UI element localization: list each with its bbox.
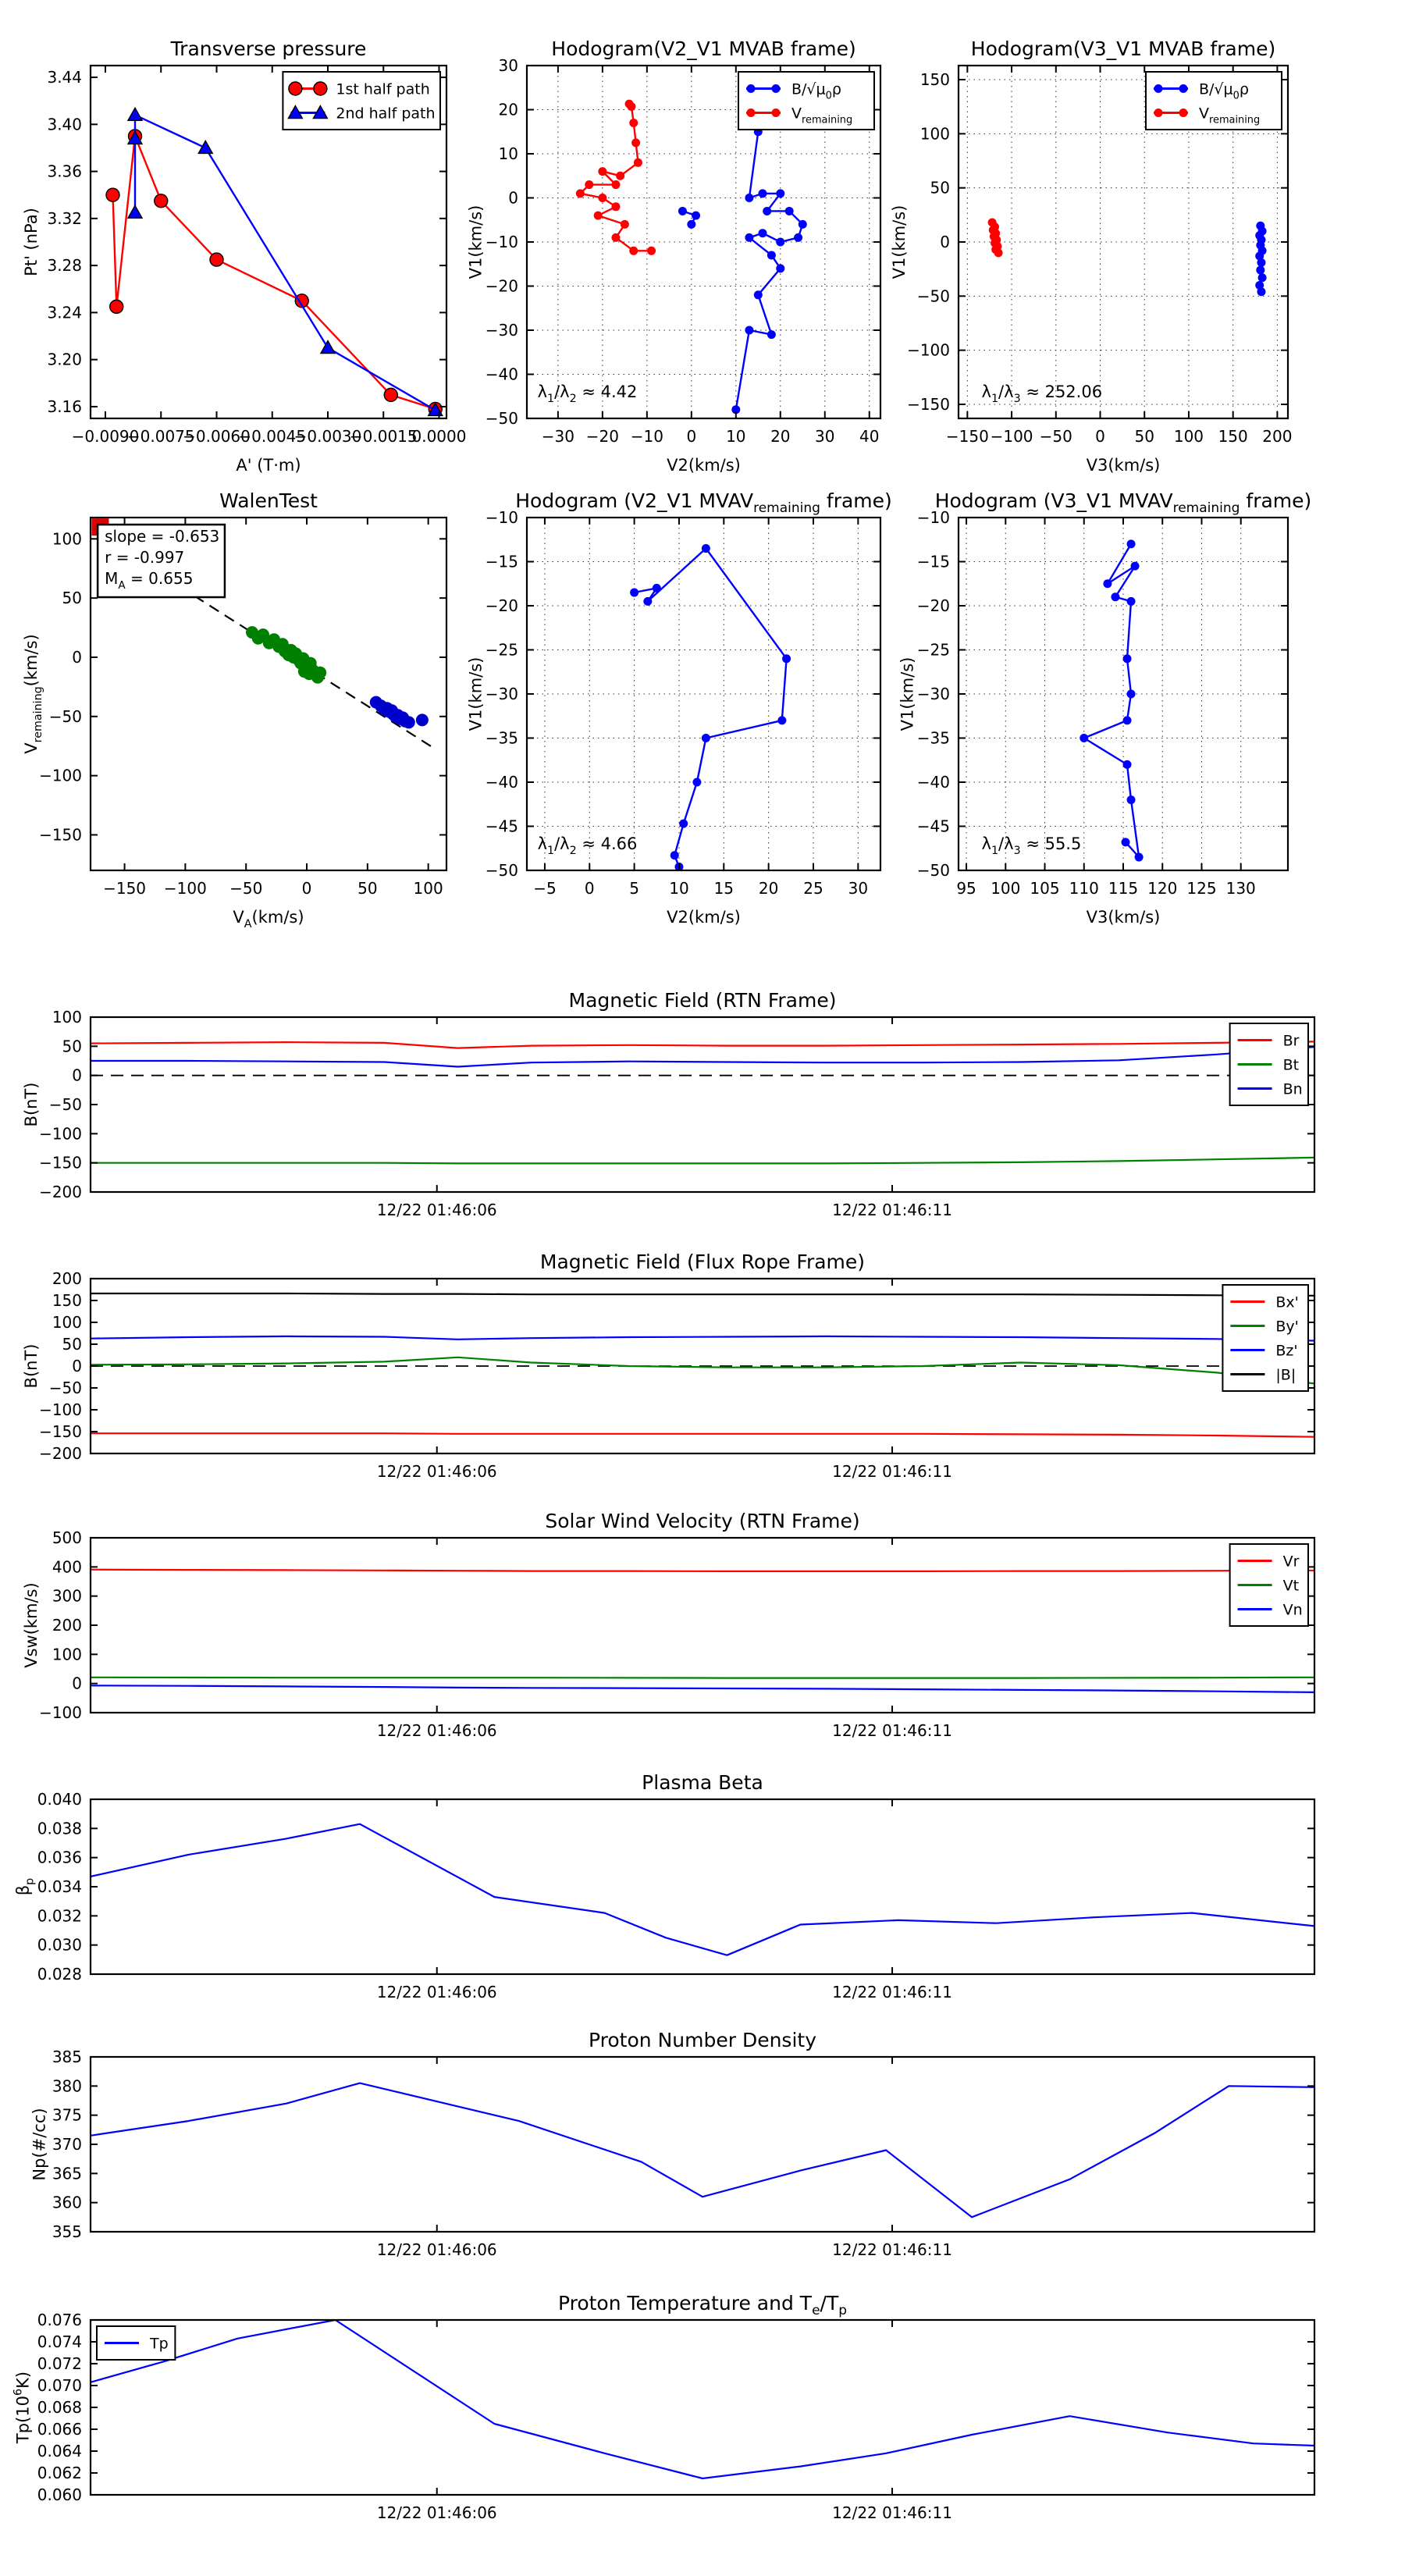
chart-proton-density [30,2029,1315,2259]
svg-text:0.030: 0.030 [37,1935,82,1955]
svg-text:−150: −150 [39,825,82,845]
svg-text:−30: −30 [485,685,518,703]
svg-text:MA = 0.655: $M_A = 0.655$ [105,569,194,592]
svg-text:3.28: 3.28 [47,256,82,276]
svg-text:150: 150 [52,1291,82,1310]
svg-text:−40: −40 [485,773,518,792]
chart-proton-temp [12,2292,1315,2522]
x-tick-labels [542,427,880,446]
svg-text:0.028: 0.028 [37,1965,82,1984]
x-tick-labels [72,427,467,446]
annotation-text: $\lambda_1/\lambda_2 \approx 4.42$ [537,382,638,405]
legend [1230,1023,1308,1105]
svg-text:20: 20 [758,879,779,898]
svg-text:125: 125 [1186,879,1217,898]
svg-text:10: 10 [669,879,689,898]
svg-text:25: 25 [803,879,823,898]
svg-text:0: 0 [584,879,595,898]
x-axis-label: A' (T·m) [236,456,301,475]
svg-text:−30: −30 [541,427,574,446]
x-axis-label: V3(km/s) [1086,456,1161,475]
svg-text:0.064: 0.064 [37,2442,82,2460]
chart-hodogram-v3v1-mvab [890,37,1292,475]
svg-text:360: 360 [52,2193,82,2212]
svg-text:12/22 01:46:06: 12/22 01:46:06 [376,1721,497,1740]
y-tick-labels [39,529,82,844]
x-tick-labels [377,1201,952,1219]
svg-text:−0.0060: −0.0060 [183,427,251,446]
svg-text:12/22 01:46:11: 12/22 01:46:11 [832,1462,952,1481]
y-tick-labels [52,2048,82,2241]
legend-label: $B/√\mu_0\rho$ [791,80,841,102]
svg-text:385: 385 [52,2048,82,2066]
svg-text:−100: −100 [39,1124,82,1144]
svg-text:500: 500 [52,1528,82,1547]
svg-text:15: 15 [713,879,735,898]
legend-label: $V_{remaining}$ [1199,105,1261,126]
legend-label: $V_{remaining}$ [791,105,853,126]
svg-text:200: 200 [52,1269,82,1288]
svg-text:0: 0 [72,647,82,667]
x-tick-labels [103,879,443,898]
svg-text:110: 110 [1069,879,1099,898]
svg-text:0.076: 0.076 [37,2311,82,2329]
legend-label: Tp [150,2335,169,2353]
svg-text:100: 100 [52,529,82,549]
y-axis-label: Np(#/cc) [30,2108,49,2181]
svg-text:−150: −150 [39,1422,82,1441]
svg-text:105: 105 [1030,879,1060,898]
svg-text:100: 100 [991,879,1021,898]
svg-text:0.068: 0.068 [37,2398,82,2417]
y-tick-labels [39,1008,82,1201]
legend-label: Bn [1282,1080,1303,1098]
svg-text:−0.0030: −0.0030 [293,427,362,446]
svg-text:12/22 01:46:11: 12/22 01:46:11 [832,2240,952,2259]
svg-text:−0.0045: −0.0045 [238,427,307,446]
chart-title: Plasma Beta [642,1771,763,1794]
svg-text:300: 300 [52,1586,82,1606]
y-axis-label: Vsw(km/s) [22,1582,41,1668]
x-tick-labels [377,1983,952,2001]
svg-text:370: 370 [52,2135,82,2154]
svg-text:0.062: 0.062 [37,2464,82,2482]
svg-text:10: 10 [498,144,518,163]
svg-text:−100: −100 [39,1400,82,1419]
svg-text:0.066: 0.066 [37,2420,82,2439]
svg-text:3.36: 3.36 [47,162,82,181]
svg-text:−0.0075: −0.0075 [126,427,195,446]
svg-text:−10: −10 [630,427,663,446]
y-tick-labels [37,1790,82,1984]
svg-text:slope = -0.653: slope = -0.653 [105,527,220,546]
svg-text:−100: −100 [907,340,950,360]
legend-label: Bx' [1275,1293,1299,1311]
chart-hodogram-v3v1-mvav [898,489,1312,927]
svg-text:−5: −5 [533,879,557,898]
svg-text:r = -0.997: r = -0.997 [105,548,185,568]
svg-text:−50: −50 [48,706,82,726]
legend-label: Bt [1282,1056,1300,1074]
svg-text:100: 100 [52,1008,82,1026]
x-axis-label: $V_A(km/s)$ [233,908,304,930]
svg-text:−20: −20 [916,596,950,615]
chart-hodogram-v2v1-mvav [467,489,892,927]
svg-text:10: 10 [726,427,746,446]
svg-text:12/22 01:46:06: 12/22 01:46:06 [376,1462,497,1481]
svg-text:150: 150 [1218,427,1248,446]
svg-text:0.040: 0.040 [37,1790,82,1809]
svg-text:100: 100 [413,879,443,898]
y-tick-labels [907,70,950,414]
svg-text:365: 365 [52,2164,82,2183]
svg-text:0: 0 [301,879,312,898]
svg-text:0: 0 [72,1674,82,1693]
svg-text:−35: −35 [485,728,518,748]
annotation-text: $\lambda_1/\lambda_2 \approx 4.66$ [537,834,638,857]
y-tick-labels [47,68,82,416]
svg-text:100: 100 [52,1645,82,1664]
x-tick-labels [946,427,1293,446]
svg-text:−150: −150 [907,394,950,414]
y-axis-label: $V_{remaining}(km/s)$ [22,634,44,754]
legend-label: Vn [1282,1601,1303,1619]
svg-text:380: 380 [52,2076,82,2096]
svg-text:50: 50 [1134,427,1154,446]
annotation-text: $\lambda_1/\lambda_3 \approx 252.06$ [981,382,1103,405]
chart-b-fluxrope [22,1251,1314,1481]
svg-text:−30: −30 [485,321,518,340]
y-axis-label: V1(km/s) [890,205,909,279]
chart-transverse-pressure [22,37,466,475]
stats-textbox [98,525,225,597]
svg-text:−200: −200 [39,1183,82,1201]
svg-text:−150: −150 [103,879,147,898]
svg-text:−20: −20 [585,427,619,446]
svg-text:−20: −20 [485,276,518,296]
svg-text:30: 30 [815,427,835,446]
chart-title: Magnetic Field (Flux Rope Frame) [539,1251,866,1273]
svg-text:3.44: 3.44 [47,68,82,87]
chart-vsw-rtn [22,1510,1314,1740]
legend-label: By' [1275,1318,1299,1336]
y-axis-label: V1(km/s) [898,656,917,731]
x-tick-labels [377,2240,952,2259]
svg-text:100: 100 [52,1313,82,1332]
svg-text:−100: −100 [39,766,82,785]
svg-text:130: 130 [1225,879,1256,898]
svg-text:12/22 01:46:11: 12/22 01:46:11 [832,1721,952,1740]
svg-text:−100: −100 [163,879,207,898]
svg-text:115: 115 [1108,879,1139,898]
svg-text:0.074: 0.074 [37,2332,82,2351]
chart-walen-test [22,489,446,930]
chart-title: Transverse pressure [170,37,367,60]
svg-text:−15: −15 [485,552,518,571]
y-axis-label: B(nT) [22,1343,41,1389]
x-tick-labels [533,879,868,898]
svg-text:−35: −35 [916,728,950,748]
chart-title: Hodogram(V3_V1 MVAB frame) [970,37,1276,60]
svg-text:375: 375 [52,2105,82,2125]
svg-text:−25: −25 [916,640,950,660]
chart-title: Proton Number Density [589,2029,816,2051]
svg-text:0: 0 [72,1066,82,1085]
chart-hodogram-v2v1-mvab [467,37,881,475]
legend [283,72,440,130]
svg-text:−100: −100 [39,1703,82,1722]
chart-title: Hodogram (V3_V1 $MVAV_{remaining}$ frame) [934,489,1312,516]
svg-text:0.034: 0.034 [37,1877,82,1896]
y-tick-labels [917,508,950,880]
annotation-text: $\lambda_1/\lambda_3 \approx 55.5$ [981,834,1082,857]
svg-text:−50: −50 [485,409,518,428]
legend-label: Br [1282,1032,1300,1050]
svg-text:−25: −25 [485,640,518,660]
svg-text:50: 50 [930,178,950,197]
svg-text:50: 50 [357,879,378,898]
svg-text:3.20: 3.20 [47,350,82,369]
x-axis-label: V2(km/s) [667,456,741,475]
chart-plasma-beta [14,1771,1315,2001]
x-tick-labels [377,1721,952,1740]
legend-label: Vt [1282,1577,1300,1595]
svg-text:12/22 01:46:11: 12/22 01:46:11 [832,2503,952,2522]
svg-text:−0.0015: −0.0015 [349,427,418,446]
x-axis-label: V3(km/s) [1086,908,1161,927]
x-tick-labels [377,1462,952,1481]
svg-text:−50: −50 [916,861,950,880]
svg-text:−50: −50 [916,286,950,306]
chart-title: Hodogram(V2_V1 MVAB frame) [551,37,856,60]
legend-label: 2nd half path [336,105,436,123]
svg-text:−10: −10 [916,508,950,527]
svg-text:12/22 01:46:06: 12/22 01:46:06 [376,2503,497,2522]
svg-text:3.24: 3.24 [47,303,82,322]
svg-text:0.036: 0.036 [37,1848,82,1867]
svg-text:−15: −15 [916,552,950,571]
svg-text:40: 40 [859,427,880,446]
svg-text:−150: −150 [39,1153,82,1172]
svg-text:12/22 01:46:06: 12/22 01:46:06 [376,2240,497,2259]
svg-text:20: 20 [770,427,791,446]
svg-text:0: 0 [508,188,518,208]
svg-text:355: 355 [52,2222,82,2241]
svg-text:−0.0090: −0.0090 [71,427,140,446]
chart-title: Hodogram (V2_V1 $MVAV_{remaining}$ frame) [515,489,892,516]
y-tick-labels [486,56,518,428]
chart-title: Solar Wind Velocity (RTN Frame) [545,1510,860,1532]
chart-title: WalenTest [219,489,318,512]
legend-label: $B/√\mu_0\rho$ [1199,80,1249,102]
svg-text:50: 50 [62,1335,82,1354]
svg-text:0.070: 0.070 [37,2376,82,2395]
svg-text:0: 0 [940,233,950,251]
chart-title: Proton Temperature and $T_e/T_p$ [557,2292,848,2318]
svg-text:−50: −50 [48,1095,82,1114]
svg-text:95: 95 [956,879,976,898]
svg-text:400: 400 [52,1557,82,1577]
svg-text:0.072: 0.072 [37,2354,82,2373]
svg-text:12/22 01:46:11: 12/22 01:46:11 [832,1983,952,2001]
svg-text:−45: −45 [916,817,950,836]
svg-text:12/22 01:46:06: 12/22 01:46:06 [376,1983,497,2001]
svg-text:5: 5 [629,879,639,898]
legend-label: Vr [1282,1553,1300,1571]
svg-text:150: 150 [919,70,950,90]
svg-text:−50: −50 [485,861,518,880]
legend [1230,1544,1308,1626]
svg-text:−100: −100 [990,427,1033,446]
svg-text:−20: −20 [485,596,518,615]
svg-text:12/22 01:46:11: 12/22 01:46:11 [832,1201,952,1219]
svg-text:−10: −10 [485,508,518,527]
svg-text:20: 20 [498,100,518,119]
svg-text:3.32: 3.32 [47,208,82,228]
svg-text:−50: −50 [229,879,263,898]
y-tick-labels [39,1269,82,1463]
svg-text:−50: −50 [48,1379,82,1397]
legend [738,72,874,130]
svg-text:−50: −50 [1039,427,1072,446]
y-tick-labels [39,1528,82,1722]
svg-text:3.40: 3.40 [47,115,82,134]
y-axis-label: $Tp(10^6K)$ [12,2371,33,2444]
x-tick-labels [956,879,1255,898]
y-axis-label: Pt' (nPa) [22,208,41,276]
svg-text:0.032: 0.032 [37,1906,82,1926]
legend-label: 1st half path [336,80,430,98]
chart-b-rtn [22,989,1314,1219]
legend-label: |B| [1275,1366,1297,1384]
svg-text:120: 120 [1147,879,1178,898]
svg-text:0: 0 [1095,427,1105,446]
svg-text:30: 30 [498,56,518,75]
y-tick-labels [486,508,518,880]
svg-text:200: 200 [52,1616,82,1635]
chart-title: Magnetic Field (RTN Frame) [568,989,837,1012]
y-axis-label: B(nT) [22,1082,41,1127]
x-axis-label: V2(km/s) [667,908,741,927]
svg-text:0.0000: 0.0000 [411,427,467,446]
svg-text:−30: −30 [916,685,950,703]
svg-text:−40: −40 [485,365,518,384]
svg-text:100: 100 [1173,427,1204,446]
svg-text:3.16: 3.16 [47,397,82,416]
y-tick-labels [37,2311,82,2504]
y-axis-label: $\beta_p$ [13,1877,37,1896]
svg-text:−40: −40 [916,773,950,792]
x-tick-labels [377,2503,952,2522]
svg-text:200: 200 [1262,427,1293,446]
svg-text:−150: −150 [945,427,989,446]
svg-text:50: 50 [62,589,82,608]
legend-label: Bz' [1275,1342,1298,1360]
svg-text:0: 0 [686,427,697,446]
legend [1222,1285,1308,1391]
svg-text:12/22 01:46:06: 12/22 01:46:06 [376,1201,497,1219]
legend [1146,72,1282,130]
svg-text:100: 100 [919,124,950,144]
svg-text:0: 0 [72,1357,82,1375]
svg-text:−45: −45 [485,817,518,836]
legend [97,2326,175,2360]
y-axis-label: V1(km/s) [466,656,486,731]
svg-text:−10: −10 [485,233,518,251]
svg-text:−200: −200 [39,1444,82,1463]
svg-text:0.060: 0.060 [37,2485,82,2504]
svg-text:50: 50 [62,1037,82,1056]
svg-text:30: 30 [848,879,869,898]
svg-text:0.038: 0.038 [37,1819,82,1838]
y-axis-label: V1(km/s) [466,205,486,279]
